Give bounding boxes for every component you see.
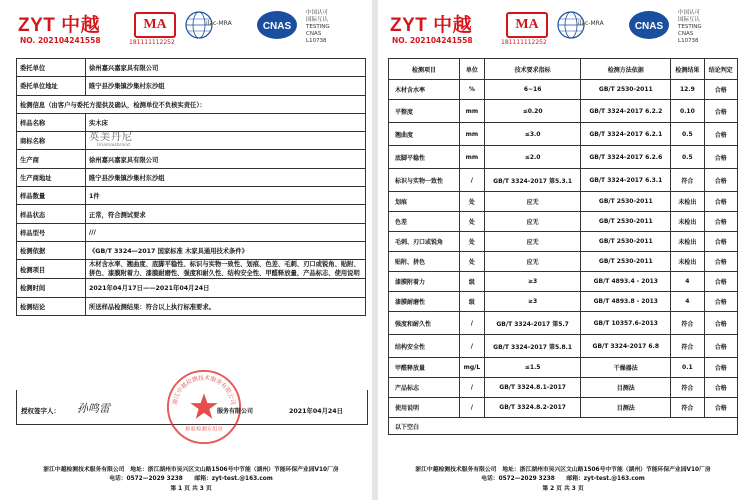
report-page-1	[16, 0, 366, 500]
table-row	[389, 232, 738, 252]
table-cell: GB/T 2530-2011	[581, 252, 671, 272]
table-cell: GB/T 10357.6-2013	[581, 312, 671, 335]
ilac-label: ilac-MRA	[206, 20, 232, 27]
table-cell: 处	[460, 252, 485, 272]
table-cell: 级	[460, 292, 485, 312]
table-row: 检测项目 木材含水率、翘曲度、底脚平稳性、标识与实物一致性、划痕、色差、毛刺、刃口或锐角、贴附、拼色、漆膜附着力、漆膜耐磨性、强度和耐久性、结构安全性、甲醛释放量、产品标志、使用说明	[17, 260, 366, 279]
table-cell: 4	[671, 272, 704, 292]
cnas-logo	[256, 10, 298, 40]
table-cell: 合格	[704, 272, 737, 292]
ilac-label: ilac-MRA	[578, 20, 604, 27]
table-row	[389, 100, 738, 123]
seal-overlay-text: 服务有限公司	[217, 408, 254, 415]
page-number: 第 2 页 共 3 页	[542, 486, 584, 492]
table-cell: 未检出	[671, 232, 704, 252]
table-row: 样品数量 1件	[17, 187, 366, 205]
table-cell: 合格	[704, 146, 737, 169]
table-cell: 贴附、拼色	[389, 252, 460, 272]
table-cell: ≥3	[484, 272, 581, 292]
table-row: 样品状态 正常，符合测试要求	[17, 205, 366, 223]
table-cell: GB/T 3324-2017 第5.7	[484, 312, 581, 335]
table-cell: 平整度	[389, 100, 460, 123]
table-row: 商标名称 英美丹尼$_{Unamaisbrand}$	[17, 132, 366, 150]
table-cell: 符合	[671, 378, 704, 398]
test-results-table	[388, 58, 738, 435]
table-cell: 合格	[704, 358, 737, 378]
table-cell: mm	[460, 123, 485, 146]
table-cell: 合格	[704, 378, 737, 398]
table-cell: 结构安全性	[389, 335, 460, 358]
table-row	[389, 169, 738, 192]
table-cell: %	[460, 80, 485, 100]
table-row: 检测依据 《GB/T 3324—2017 国家标准 木家具通用技术条件》	[17, 241, 366, 259]
table-cell: 应无	[484, 232, 581, 252]
table-cell: 划痕	[389, 192, 460, 212]
cnas-text: 中国认可 国际互认 TESTING CNAS L10738	[306, 10, 330, 44]
table-cell: GB/T 3324-2017 6.2.6	[581, 146, 671, 169]
table-cell: GB/T 3324.8.1-2017	[484, 378, 581, 398]
table-cell: GB/T 3324-2017 6.3.1	[581, 169, 671, 192]
table-cell: ≤0.20	[484, 100, 581, 123]
report-page-2	[388, 0, 738, 500]
table-end-row: 以下空白	[389, 418, 738, 435]
table-cell: 甲醛释放量	[389, 358, 460, 378]
table-cell: GB/T 3324-2017 6.2.2	[581, 100, 671, 123]
table-cell: /	[460, 335, 485, 358]
ma-logo: MA	[134, 12, 176, 38]
table-cell: ≤2.0	[484, 146, 581, 169]
table-cell: 0.5	[671, 146, 704, 169]
table-cell: 0.1	[671, 358, 704, 378]
table-cell: 翘曲度	[389, 123, 460, 146]
approver-label: 授权签字人：	[21, 407, 60, 415]
table-cell: GB/T 2530-2011	[581, 232, 671, 252]
table-row	[389, 358, 738, 378]
table-cell: ≤3.0	[484, 123, 581, 146]
page-header	[16, 6, 366, 50]
table-cell: 使用说明	[389, 398, 460, 418]
table-cell: 目测法	[581, 398, 671, 418]
svg-text:浙江中越检测技术服务有限公司: 浙江中越检测技术服务有限公司	[172, 375, 236, 406]
table-cell: 未检出	[671, 212, 704, 232]
table-cell: 处	[460, 212, 485, 232]
table-row	[389, 378, 738, 398]
table-row: 检测信息（由客户与委托方提供及确认，检测单位不负核实责任）：	[17, 95, 366, 113]
table-cell: GB/T 2530-2011	[581, 192, 671, 212]
cnas-text: 中国认可 国际互认 TESTING CNAS L10738	[678, 10, 702, 44]
ma-logo: MA	[506, 12, 548, 38]
table-cell: 目测法	[581, 378, 671, 398]
page-footer: 浙江中越检测技术服务有限公司 地址：浙江湖州市吴兴区文山路1506号中节能（湖州）节能环保产业园V10厂房 电话：0572—2029 3238 邮箱：zyt-test.@163.com 第 1 页 共 3 页	[16, 466, 366, 494]
table-cell: GB/T 3324.8.2-2017	[484, 398, 581, 418]
table-cell: 6~16	[484, 80, 581, 100]
table-cell: 应无	[484, 212, 581, 232]
table-cell: /	[460, 312, 485, 335]
page-header	[388, 6, 738, 50]
table-row	[389, 292, 738, 312]
zyt-logo: ZYT 中越	[390, 15, 473, 36]
table-cell: 木材含水率	[389, 80, 460, 100]
table-cell: 合格	[704, 335, 737, 358]
table-cell: 未检出	[671, 192, 704, 212]
sign-date: 2021年04月24日	[289, 408, 343, 415]
table-cell: /	[460, 169, 485, 192]
svg-text:CNAS: CNAS	[262, 21, 292, 32]
table-cell: 符合	[671, 169, 704, 192]
table-row	[389, 123, 738, 146]
table-row	[389, 398, 738, 418]
report-info-table	[16, 58, 366, 316]
table-cell: 处	[460, 192, 485, 212]
report-number: NO. 202104241558	[392, 36, 473, 45]
table-row	[389, 192, 738, 212]
page-number: 第 1 页 共 3 页	[170, 486, 212, 492]
table-cell: GB/T 4893.4 - 2013	[581, 272, 671, 292]
table-cell: 合格	[704, 123, 737, 146]
table-cell: 符合	[671, 398, 704, 418]
table-cell: GB/T 3324-2017 第5.8.1	[484, 335, 581, 358]
table-cell: 符合	[671, 312, 704, 335]
ma-number: 181111112252	[501, 39, 547, 46]
table-cell: 级	[460, 272, 485, 292]
table-cell: GB/T 3324-2017 第5.3.1	[484, 169, 581, 192]
table-cell: /	[460, 398, 485, 418]
table-cell: 合格	[704, 252, 737, 272]
table-row: 生产商地址 睢宁县沙集镇沙集村东沙组	[17, 168, 366, 186]
table-row: 生产商 徐州嘉兴嘉家具有限公司	[17, 150, 366, 168]
table-cell: 未检出	[671, 252, 704, 272]
table-cell: GB/T 2530-2011	[581, 212, 671, 232]
table-cell: 合格	[704, 100, 737, 123]
table-cell: 合格	[704, 398, 737, 418]
table-cell: 毛刺、刃口或锐角	[389, 232, 460, 252]
table-row	[389, 146, 738, 169]
table-cell: 合格	[704, 312, 737, 335]
signature-row	[16, 375, 368, 433]
ma-number: 181111112252	[129, 39, 175, 46]
table-row	[389, 80, 738, 100]
table-cell: 漆膜附着力	[389, 272, 460, 292]
table-cell: /	[460, 378, 485, 398]
brand-logo: 英美丹尼	[89, 132, 133, 144]
table-row	[389, 312, 738, 335]
table-row	[389, 252, 738, 272]
table-cell: ≥3	[484, 292, 581, 312]
table-cell: 标识与实物一致性	[389, 169, 460, 192]
svg-text:CNAS: CNAS	[634, 21, 664, 32]
signature: 孙鸣雷	[77, 403, 110, 415]
table-cell: 合格	[704, 80, 737, 100]
table-header-row: 检测项目 单位 技术要求指标 检测方法依据 检测结果 结论判定	[389, 59, 738, 80]
table-cell: 12.9	[671, 80, 704, 100]
table-row: 样品名称 实木床	[17, 113, 366, 131]
table-cell: mg/L	[460, 358, 485, 378]
table-cell: 合格	[704, 232, 737, 252]
table-cell: 色差	[389, 212, 460, 232]
table-row: 委托单位 徐州嘉兴嘉家具有限公司	[17, 59, 366, 77]
table-cell: 产品标志	[389, 378, 460, 398]
page-gutter	[372, 0, 378, 500]
table-row	[389, 335, 738, 358]
table-cell: 合格	[704, 192, 737, 212]
page-footer: 浙江中越检测技术服务有限公司 地址：浙江湖州市吴兴区文山路1506号中节能（湖州）节能环保产业园V10厂房 电话：0572—2029 3238 邮箱：zyt-test.@163.com 第 2 页 共 3 页	[388, 466, 738, 494]
table-cell: 漆膜耐磨性	[389, 292, 460, 312]
table-cell: 合格	[704, 169, 737, 192]
table-cell: 强度和耐久性	[389, 312, 460, 335]
table-cell: 0.5	[671, 123, 704, 146]
table-cell: 处	[460, 232, 485, 252]
cnas-logo	[628, 10, 670, 40]
table-cell: 应无	[484, 192, 581, 212]
zyt-logo: ZYT 中越	[18, 15, 101, 36]
table-cell: 合格	[704, 292, 737, 312]
table-cell: GB/T 3324-2017 6.2.1	[581, 123, 671, 146]
table-row	[389, 272, 738, 292]
table-cell: 应无	[484, 252, 581, 272]
table-cell: 4	[671, 292, 704, 312]
table-cell: mm	[460, 146, 485, 169]
table-cell: ≤1.5	[484, 358, 581, 378]
table-cell: 干燥器法	[581, 358, 671, 378]
table-cell: 合格	[704, 212, 737, 232]
table-cell: 0.10	[671, 100, 704, 123]
table-row: 检测时间 2021年04月17日——2021年04月24日	[17, 279, 366, 297]
table-row	[389, 212, 738, 232]
table-row: 检测结论 所送样品检测结果：符合以上执行标准要求。	[17, 297, 366, 315]
table-cell: 底脚平稳性	[389, 146, 460, 169]
table-row: 委托单位地址 睢宁县沙集镇沙集村东沙组	[17, 77, 366, 95]
table-cell: GB/T 3324-2017 6.8	[581, 335, 671, 358]
table-cell: GB/T 2530-2011	[581, 80, 671, 100]
table-cell: GB/T 4893.8 - 2013	[581, 292, 671, 312]
table-cell: mm	[460, 100, 485, 123]
report-number: NO. 202104241558	[20, 36, 101, 45]
table-cell: 符合	[671, 335, 704, 358]
table-row: 样品型号 ///	[17, 223, 366, 241]
svg-text:检验检测专用章: 检验检测专用章	[185, 426, 223, 433]
